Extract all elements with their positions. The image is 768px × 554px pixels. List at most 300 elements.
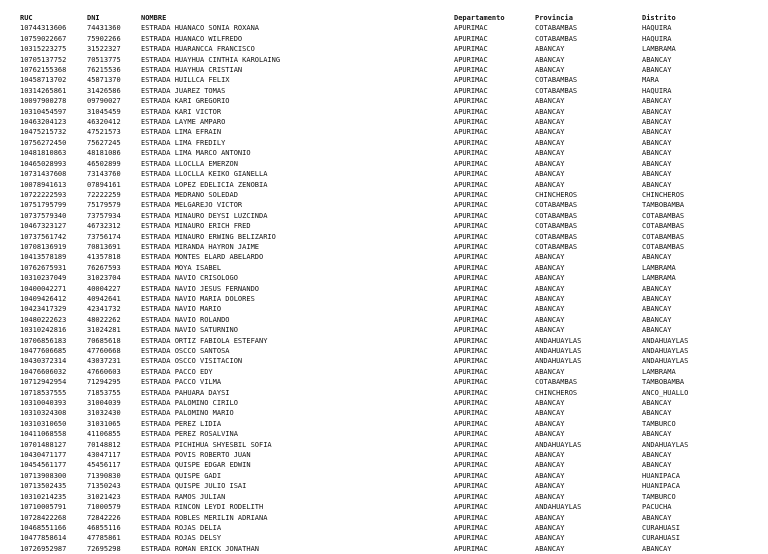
cell-departamento: APURIMAC xyxy=(454,378,488,387)
cell-ruc: 10756272450 xyxy=(20,138,67,147)
cell-departamento: APURIMAC xyxy=(454,55,488,64)
cell-nombre: ESTRADA PEREZ ROSALVINA xyxy=(141,430,238,439)
cell-nombre: ESTRADA KARI GREGORIO xyxy=(141,97,230,106)
table-row xyxy=(20,513,760,523)
cell-departamento: APURIMAC xyxy=(454,492,488,501)
cell-dni: 72695298 xyxy=(87,544,121,553)
cell-nombre: ESTRADA POVIS ROBERTO JUAN xyxy=(141,451,251,460)
cell-ruc: 10480222623 xyxy=(20,315,67,324)
cell-ruc: 10762155368 xyxy=(20,66,67,75)
cell-departamento: APURIMAC xyxy=(454,128,488,137)
cell-provincia: ABANCAY xyxy=(535,253,565,262)
cell-ruc: 10477606685 xyxy=(20,347,67,355)
cell-distrito: COTABAMBAS xyxy=(642,211,685,220)
header-departamento: Departamento xyxy=(454,14,505,22)
cell-nombre: ESTRADA LIMA MARCO ANTONIO xyxy=(141,149,251,158)
cell-departamento: APURIMAC xyxy=(454,263,488,272)
cell-departamento: APURIMAC xyxy=(454,315,488,324)
cell-dni: 74431360 xyxy=(87,24,121,33)
cell-departamento: APURIMAC xyxy=(454,347,488,355)
cell-dni: 41106855 xyxy=(87,430,121,439)
header-ruc: RUC xyxy=(20,14,33,22)
cell-dni: 73757934 xyxy=(87,211,121,220)
header-nombre: NOMBRE xyxy=(141,14,167,22)
cell-departamento: APURIMAC xyxy=(454,118,488,127)
cell-nombre: ESTRADA MINAURO ERWING BELIZARIO xyxy=(141,232,276,241)
cell-departamento: APURIMAC xyxy=(454,253,488,262)
table-row xyxy=(20,408,760,418)
cell-provincia: ABANCAY xyxy=(535,159,565,168)
cell-distrito: LAMBRAMA xyxy=(642,367,676,376)
table-row xyxy=(20,96,760,106)
cell-distrito: ABANCAY xyxy=(642,97,672,106)
cell-nombre: ESTRADA NAVIO MARIA DOLORES xyxy=(141,294,255,303)
cell-departamento: APURIMAC xyxy=(454,76,488,85)
cell-dni: 45871370 xyxy=(87,76,121,85)
table-row xyxy=(20,336,760,346)
cell-distrito: ABANCAY xyxy=(642,138,672,147)
table-row xyxy=(20,200,760,210)
cell-nombre: ESTRADA NAVIO CRISOLOGO xyxy=(141,274,238,283)
table-row xyxy=(20,502,760,512)
cell-distrito: LAMBRAMA xyxy=(642,263,676,272)
cell-distrito: ABANCAY xyxy=(642,461,672,470)
cell-nombre: ESTRADA PACCO EDY xyxy=(141,367,213,376)
cell-nombre: ESTRADA PALOMINO MARIO xyxy=(141,409,234,418)
cell-distrito: ABANCAY xyxy=(642,315,672,324)
cell-ruc: 10706856183 xyxy=(20,336,67,345)
cell-distrito: ANDAHUAYLAS xyxy=(642,336,689,345)
cell-distrito: ABANCAY xyxy=(642,399,672,408)
table-row xyxy=(20,377,760,387)
cell-distrito: ANDAHUAYLAS xyxy=(642,347,689,355)
cell-nombre: ESTRADA LOPEZ EDELICIA ZENOBIA xyxy=(141,180,268,189)
cell-provincia: ABANCAY xyxy=(535,482,565,491)
cell-dni: 47660603 xyxy=(87,367,121,376)
cell-ruc: 10315223275 xyxy=(20,45,67,54)
cell-distrito: ABANCAY xyxy=(642,180,672,189)
cell-dni: 40004227 xyxy=(87,284,121,293)
table-row xyxy=(20,450,760,460)
cell-ruc: 10481810863 xyxy=(20,149,67,158)
cell-distrito: ABANCAY xyxy=(642,305,672,314)
cell-provincia: COTABAMBAS xyxy=(535,222,578,231)
cell-departamento: APURIMAC xyxy=(454,419,488,428)
cell-dni: 71294295 xyxy=(87,378,121,387)
table-row xyxy=(20,75,760,85)
cell-dni: 71000579 xyxy=(87,503,121,512)
cell-distrito: ABANCAY xyxy=(642,66,672,75)
table-row xyxy=(20,107,760,117)
table-row xyxy=(20,242,760,252)
cell-nombre: ESTRADA ROJAS DELSY xyxy=(141,534,222,543)
cell-distrito: ABANCAY xyxy=(642,170,672,179)
table-row xyxy=(20,356,760,366)
cell-departamento: APURIMAC xyxy=(454,211,488,220)
cell-departamento: APURIMAC xyxy=(454,357,488,366)
cell-dni: 47521573 xyxy=(87,128,121,137)
cell-nombre: ESTRADA PALOMINO CIRILO xyxy=(141,399,238,408)
cell-departamento: APURIMAC xyxy=(454,305,488,314)
cell-ruc: 10411068558 xyxy=(20,430,67,439)
cell-distrito: ABANCAY xyxy=(642,253,672,262)
table-row xyxy=(20,252,760,262)
table-row xyxy=(20,190,760,200)
table-row xyxy=(20,65,760,75)
cell-distrito: HUANIPACA xyxy=(642,471,680,480)
table-row xyxy=(20,304,760,314)
cell-ruc: 10413578189 xyxy=(20,253,67,262)
cell-distrito: PACUCHA xyxy=(642,503,672,512)
cell-ruc: 10468551166 xyxy=(20,523,67,532)
cell-distrito: TAMBURCO xyxy=(642,419,676,428)
cell-nombre: ESTRADA PEREZ LIDIA xyxy=(141,419,222,428)
table-header-row xyxy=(20,13,760,23)
cell-distrito: HAQUIRA xyxy=(642,24,672,33)
cell-nombre: ESTRADA OSCCO VISITACION xyxy=(141,357,243,366)
cell-provincia: ABANCAY xyxy=(535,274,565,283)
cell-provincia: ABANCAY xyxy=(535,107,565,116)
cell-departamento: APURIMAC xyxy=(454,170,488,179)
cell-dni: 31004039 xyxy=(87,399,121,408)
table-row xyxy=(20,138,760,148)
cell-nombre: ESTRADA QUISPE GADI xyxy=(141,471,222,480)
cell-departamento: APURIMAC xyxy=(454,326,488,335)
cell-dni: 72842226 xyxy=(87,513,121,522)
cell-ruc: 10430471177 xyxy=(20,451,67,460)
table-row xyxy=(20,471,760,481)
table-row xyxy=(20,398,760,408)
cell-distrito: LAMBRAMA xyxy=(642,274,676,283)
cell-distrito: ABANCAY xyxy=(642,409,672,418)
cell-provincia: ANDAHUAYLAS xyxy=(535,357,582,366)
cell-provincia: ABANCAY xyxy=(535,461,565,470)
table-row xyxy=(20,34,760,44)
cell-departamento: APURIMAC xyxy=(454,180,488,189)
cell-dni: 46502899 xyxy=(87,159,121,168)
cell-provincia: ANDAHUAYLAS xyxy=(535,440,582,449)
cell-provincia: COTABAMBAS xyxy=(535,242,578,251)
cell-dni: 07894161 xyxy=(87,180,121,189)
cell-ruc: 10737579340 xyxy=(20,211,67,220)
cell-nombre: ESTRADA HUAYHUA CRISTIAN xyxy=(141,66,243,75)
cell-provincia: CHINCHEROS xyxy=(535,190,578,199)
table-row xyxy=(20,169,760,179)
table-row xyxy=(20,86,760,96)
cell-provincia: ANDAHUAYLAS xyxy=(535,503,582,512)
cell-nombre: ESTRADA NAVIO ROLANDO xyxy=(141,315,230,324)
table-row xyxy=(20,159,760,169)
cell-departamento: APURIMAC xyxy=(454,544,488,553)
cell-provincia: COTABAMBAS xyxy=(535,211,578,220)
cell-provincia: ABANCAY xyxy=(535,149,565,158)
cell-dni: 75179579 xyxy=(87,201,121,210)
cell-ruc: 10744313606 xyxy=(20,24,67,33)
cell-departamento: APURIMAC xyxy=(454,66,488,75)
taxpayer-table xyxy=(20,13,760,554)
cell-ruc: 10430372314 xyxy=(20,357,67,366)
cell-ruc: 10310310650 xyxy=(20,419,67,428)
cell-ruc: 10705137752 xyxy=(20,55,67,64)
cell-ruc: 10400042271 xyxy=(20,284,67,293)
cell-dni: 70813691 xyxy=(87,242,121,251)
cell-nombre: ESTRADA ROBLES MERILIN ADRIANA xyxy=(141,513,268,522)
cell-distrito: ANCO_HUALLO xyxy=(642,388,689,397)
cell-ruc: 10310454597 xyxy=(20,107,67,116)
cell-dni: 73143760 xyxy=(87,170,121,179)
cell-distrito: ABANCAY xyxy=(642,128,672,137)
table-row xyxy=(20,544,760,554)
cell-departamento: APURIMAC xyxy=(454,97,488,106)
cell-nombre: ESTRADA MINAURO ERICH FRED xyxy=(141,222,251,231)
cell-departamento: APURIMAC xyxy=(454,336,488,345)
cell-provincia: ABANCAY xyxy=(535,128,565,137)
header-dni: DNI xyxy=(87,14,100,22)
cell-distrito: MARA xyxy=(642,76,659,85)
cell-provincia: ABANCAY xyxy=(535,367,565,376)
cell-dni: 70685618 xyxy=(87,336,121,345)
cell-dni: 72222259 xyxy=(87,190,121,199)
cell-nombre: ESTRADA QUISPE EDGAR EDWIN xyxy=(141,461,251,470)
cell-ruc: 10310214235 xyxy=(20,492,67,501)
cell-distrito: COTABAMBAS xyxy=(642,222,685,231)
cell-ruc: 10718537555 xyxy=(20,388,67,397)
cell-provincia: ABANCAY xyxy=(535,523,565,532)
cell-nombre: ESTRADA PICHIHUA SHYESBIL SOFIA xyxy=(141,440,272,449)
cell-departamento: APURIMAC xyxy=(454,534,488,543)
cell-departamento: APURIMAC xyxy=(454,482,488,491)
cell-distrito: CHINCHEROS xyxy=(642,190,685,199)
cell-ruc: 10310324308 xyxy=(20,409,67,418)
cell-nombre: ESTRADA OSCCO SANTOSA xyxy=(141,347,230,355)
cell-nombre: ESTRADA NAVIO MARIO xyxy=(141,305,222,314)
cell-provincia: ABANCAY xyxy=(535,180,565,189)
cell-ruc: 10701488127 xyxy=(20,440,67,449)
cell-nombre: ESTRADA HUANACO SONIA ROXANA xyxy=(141,24,260,33)
cell-distrito: ABANCAY xyxy=(642,544,672,553)
table-row xyxy=(20,523,760,533)
cell-dni: 73756174 xyxy=(87,232,121,241)
cell-distrito: LAMBRAMA xyxy=(642,45,676,54)
cell-dni: 46855116 xyxy=(87,523,121,532)
cell-nombre: ESTRADA JUAREZ TOMAS xyxy=(141,86,226,95)
cell-dni: 47785861 xyxy=(87,534,121,543)
cell-distrito: ABANCAY xyxy=(642,107,672,116)
cell-distrito: COTABAMBAS xyxy=(642,242,685,251)
cell-departamento: APURIMAC xyxy=(454,440,488,449)
cell-nombre: ESTRADA HUARANCCA FRANCISCO xyxy=(141,45,255,54)
cell-distrito: ABANCAY xyxy=(642,451,672,460)
cell-ruc: 10310040393 xyxy=(20,399,67,408)
cell-dni: 70513775 xyxy=(87,55,121,64)
cell-departamento: APURIMAC xyxy=(454,86,488,95)
table-row xyxy=(20,23,760,33)
cell-dni: 31426586 xyxy=(87,86,121,95)
cell-ruc: 10310242816 xyxy=(20,326,67,335)
table-row xyxy=(20,55,760,65)
cell-nombre: ESTRADA MIRANDA HAYRON JAIME xyxy=(141,242,260,251)
cell-ruc: 10713502435 xyxy=(20,482,67,491)
table-row xyxy=(20,273,760,283)
table-row xyxy=(20,263,760,273)
cell-dni: 46732312 xyxy=(87,222,121,231)
table-row xyxy=(20,367,760,377)
cell-ruc: 10722222593 xyxy=(20,190,67,199)
cell-ruc: 10762675931 xyxy=(20,263,67,272)
cell-nombre: ESTRADA RINCON LEYDI RODELITH xyxy=(141,503,264,512)
cell-nombre: ESTRADA ROMAN ERICK JONATHAN xyxy=(141,544,260,553)
cell-ruc: 10423417329 xyxy=(20,305,67,314)
cell-distrito: TAMBOBAMBA xyxy=(642,201,685,210)
cell-dni: 71350243 xyxy=(87,482,121,491)
cell-nombre: ESTRADA NAVIO SATURNINO xyxy=(141,326,238,335)
cell-provincia: ABANCAY xyxy=(535,409,565,418)
table-row xyxy=(20,221,760,231)
cell-ruc: 10713908300 xyxy=(20,471,67,480)
table-row xyxy=(20,481,760,491)
cell-dni: 31031065 xyxy=(87,419,121,428)
cell-ruc: 10097900278 xyxy=(20,97,67,106)
cell-ruc: 10751795799 xyxy=(20,201,67,210)
cell-provincia: ABANCAY xyxy=(535,492,565,501)
cell-distrito: ABANCAY xyxy=(642,513,672,522)
table-row xyxy=(20,492,760,502)
cell-ruc: 10465028993 xyxy=(20,159,67,168)
cell-departamento: APURIMAC xyxy=(454,399,488,408)
cell-departamento: APURIMAC xyxy=(454,138,488,147)
cell-dni: 71390830 xyxy=(87,471,121,480)
cell-distrito: HUANIPACA xyxy=(642,482,680,491)
cell-provincia: COTABAMBAS xyxy=(535,86,578,95)
cell-departamento: APURIMAC xyxy=(454,294,488,303)
cell-ruc: 10731437608 xyxy=(20,170,67,179)
cell-dni: 41357818 xyxy=(87,253,121,262)
cell-provincia: ABANCAY xyxy=(535,305,565,314)
cell-ruc: 10463204123 xyxy=(20,118,67,127)
table-row xyxy=(20,232,760,242)
cell-ruc: 10310237049 xyxy=(20,274,67,283)
table-row xyxy=(20,440,760,450)
cell-departamento: APURIMAC xyxy=(454,409,488,418)
cell-provincia: COTABAMBAS xyxy=(535,378,578,387)
cell-provincia: ABANCAY xyxy=(535,544,565,553)
cell-dni: 43037231 xyxy=(87,357,121,366)
cell-dni: 75627245 xyxy=(87,138,121,147)
cell-distrito: ABANCAY xyxy=(642,326,672,335)
cell-provincia: ABANCAY xyxy=(535,430,565,439)
cell-distrito: HAQUIRA xyxy=(642,34,672,43)
cell-nombre: ESTRADA LAYME AMPARO xyxy=(141,118,226,127)
cell-dni: 31045459 xyxy=(87,107,121,116)
cell-provincia: ABANCAY xyxy=(535,55,565,64)
cell-provincia: ABANCAY xyxy=(535,45,565,54)
cell-dni: 31024281 xyxy=(87,326,121,335)
cell-provincia: ABANCAY xyxy=(535,294,565,303)
table-row xyxy=(20,419,760,429)
cell-nombre: ESTRADA MONTES ELARD ABELARDO xyxy=(141,253,264,262)
cell-ruc: 10314265861 xyxy=(20,86,67,95)
cell-dni: 76267593 xyxy=(87,263,121,272)
cell-dni: 48022262 xyxy=(87,315,121,324)
cell-distrito: ABANCAY xyxy=(642,55,672,64)
cell-ruc: 10467323127 xyxy=(20,222,67,231)
cell-ruc: 10712942954 xyxy=(20,378,67,387)
table-row xyxy=(20,460,760,470)
cell-dni: 48181086 xyxy=(87,149,121,158)
cell-provincia: COTABAMBAS xyxy=(535,201,578,210)
cell-provincia: COTABAMBAS xyxy=(535,232,578,241)
cell-distrito: ABANCAY xyxy=(642,294,672,303)
cell-provincia: ABANCAY xyxy=(535,170,565,179)
cell-provincia: ANDAHUAYLAS xyxy=(535,347,582,355)
cell-departamento: APURIMAC xyxy=(454,503,488,512)
cell-provincia: ABANCAY xyxy=(535,118,565,127)
cell-provincia: ABANCAY xyxy=(535,315,565,324)
cell-dni: 46320412 xyxy=(87,118,121,127)
cell-ruc: 10708136919 xyxy=(20,242,67,251)
cell-nombre: ESTRADA PACCO VILMA xyxy=(141,378,222,387)
cell-nombre: ESTRADA MELGAREJO VICTOR xyxy=(141,201,243,210)
cell-nombre: ESTRADA MINAURO DEYSI LUZCINDA xyxy=(141,211,268,220)
cell-departamento: APURIMAC xyxy=(454,513,488,522)
cell-departamento: APURIMAC xyxy=(454,34,488,43)
cell-dni: 40942641 xyxy=(87,294,121,303)
cell-departamento: APURIMAC xyxy=(454,430,488,439)
cell-nombre: ESTRADA NAVIO JESUS FERNANDO xyxy=(141,284,260,293)
table-row xyxy=(20,346,760,356)
header-provincia: Provincia xyxy=(535,14,573,22)
cell-dni: 31021423 xyxy=(87,492,121,501)
cell-nombre: ESTRADA ORTIZ FABIOLA ESTEFANY xyxy=(141,336,268,345)
table-row xyxy=(20,117,760,127)
cell-departamento: APURIMAC xyxy=(454,471,488,480)
cell-dni: 70148812 xyxy=(87,440,121,449)
cell-dni: 31032430 xyxy=(87,409,121,418)
cell-dni: 76215536 xyxy=(87,66,121,75)
cell-dni: 45456117 xyxy=(87,461,121,470)
cell-departamento: APURIMAC xyxy=(454,24,488,33)
cell-departamento: APURIMAC xyxy=(454,222,488,231)
cell-nombre: ESTRADA HUAYHUA CINTHIA KAROLAING xyxy=(141,55,281,64)
cell-nombre: ESTRADA LIMA FREDILY xyxy=(141,138,226,147)
table-row xyxy=(20,533,760,543)
cell-distrito: TAMBURCO xyxy=(642,492,676,501)
cell-dni: 42341732 xyxy=(87,305,121,314)
cell-departamento: APURIMAC xyxy=(454,201,488,210)
table-row xyxy=(20,388,760,398)
cell-ruc: 10475215732 xyxy=(20,128,67,137)
cell-distrito: CURAHUASI xyxy=(642,523,680,532)
cell-distrito: ABANCAY xyxy=(642,430,672,439)
table-row xyxy=(20,180,760,190)
cell-nombre: ESTRADA QUISPE JULIO ISAI xyxy=(141,482,247,491)
cell-distrito: ANDAHUAYLAS xyxy=(642,440,689,449)
cell-nombre: ESTRADA HUILLCA FELIX xyxy=(141,76,230,85)
table-row xyxy=(20,315,760,325)
cell-distrito: HAQUIRA xyxy=(642,86,672,95)
table-row xyxy=(20,148,760,158)
cell-ruc: 10458713702 xyxy=(20,76,67,85)
cell-departamento: APURIMAC xyxy=(454,461,488,470)
cell-provincia: ABANCAY xyxy=(535,513,565,522)
cell-nombre: ESTRADA PAHUARA DAYSI xyxy=(141,388,230,397)
cell-departamento: APURIMAC xyxy=(454,149,488,158)
cell-provincia: ABANCAY xyxy=(535,97,565,106)
cell-provincia: ABANCAY xyxy=(535,471,565,480)
cell-dni: 43047117 xyxy=(87,451,121,460)
cell-provincia: ABANCAY xyxy=(535,284,565,293)
cell-distrito: ABANCAY xyxy=(642,284,672,293)
